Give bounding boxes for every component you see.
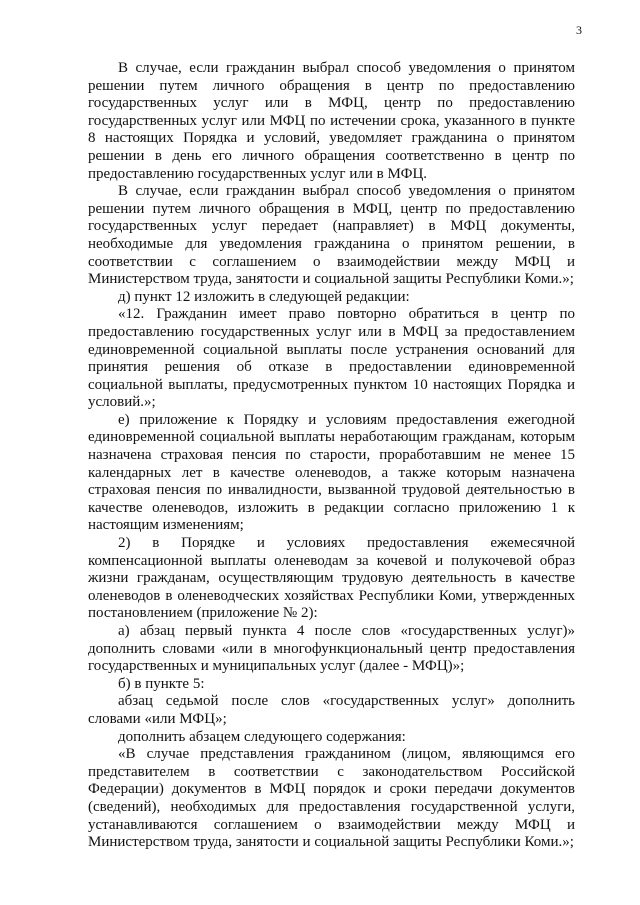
paragraph-item-a: а) абзац первый пункта 4 после слов «государственных услуг)» дополнить словами «или в многофункциональный центр предоставления государственных и муниципальных услуг (далее - МФЦ)»; xyxy=(88,623,575,675)
paragraph-item-b: б) в пункте 5: xyxy=(118,675,205,692)
paragraph-section-2: 2) в Порядке и условиях предоставления ежемесячной компенсационной выплаты оленеводам за кочевой и полукочевой образ жизни гражданам, осуществляющим трудовую деятельность в качестве оленеводов в оленеводческих хозяйствах Республики Коми, утвержденных постановлением (приложение № 2): xyxy=(88,535,575,622)
paragraph-item-e: е) приложение к Порядку и условиям предоставления ежегодной единовременной социальной выплаты неработающим гражданам, которым назначена страховая пенсия по старости, проработавшим не менее 15 календарных лет в качестве оленеводов, а также которым назначена страховая пенсия по инвалидности, вызванной трудовой деятельностью в качестве оленеводов, изложить в редакции согласно приложению 1 к настоящим изменениям; xyxy=(88,411,575,534)
paragraph-add-indent: дополнить абзацем следующего содержания: xyxy=(118,728,406,745)
paragraph-clause-12: «12. Гражданин имеет право повторно обратиться в центр по предоставлению государственных услуг или в МФЦ за предоставлением единовременной социальной выплаты после устранения оснований для принятия решения об отказе в предоставлении единовременной социальной выплаты, предусмотренных пунктом 10 настоящих Порядка и условий.»; xyxy=(88,306,575,411)
paragraph-notification-mfc: В случае, если гражданин выбрал способ уведомления о принятом решении путем личного обращения в МФЦ, центр по предоставлению государственных услуг передает (направляет) в МФЦ документы, необходимые для уведомления гражданина о принятом решении, в соответствии с соглашением о взаимодействии между МФЦ и Министерством труда, занятости и социальной защиты Республики Коми.»; xyxy=(88,183,575,288)
paragraph-mfc-documents: «В случае представления гражданином (лицом, являющимся его представителем в соответствии с законодательством Российской Федерации) документов в МФЦ порядок и сроки передачи документов (сведений), необходимых для предоставления государственной услуги, устанавливаются соглашением о взаимодействии между МФЦ и Министерством труда, занятости и социальной защиты Республики Коми.»; xyxy=(88,746,575,851)
document-body xyxy=(88,60,575,852)
paragraph-item-d: д) пункт 12 изложить в следующей редакции: xyxy=(118,288,410,305)
page-number: 3 xyxy=(576,23,582,37)
paragraph-seventh-indent: абзац седьмой после слов «государственных услуг» дополнить словами «или МФЦ»; xyxy=(88,693,575,727)
paragraph-notification-personal-visit: В случае, если гражданин выбрал способ уведомления о принятом решении путем личного обращения в центр по предоставлению государственных услуг или в МФЦ, центр по предоставлению государственных услуг или МФЦ по истечении срока, указанного в пункте 8 настоящих Порядка и условий, уведомляет гражданина о принятом решении в день его личного обращения соответственно в центр по предоставлению государственных услуг или в МФЦ. xyxy=(88,60,575,182)
